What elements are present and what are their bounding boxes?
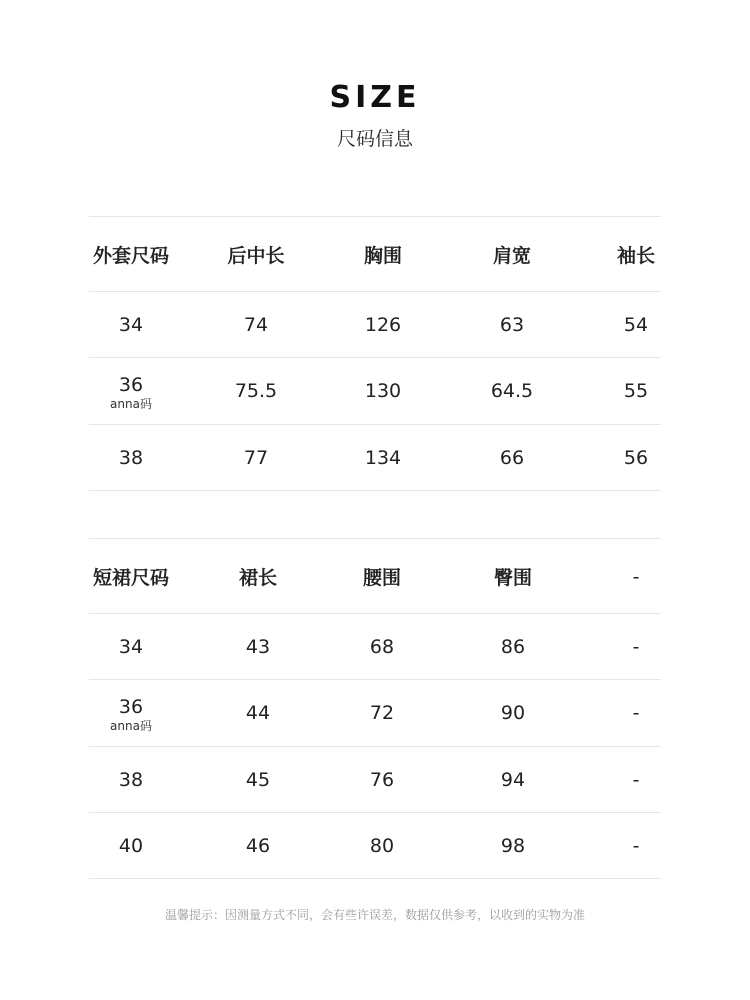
size-cell (91, 425, 171, 491)
table-cell: 46 (245, 835, 271, 857)
table-cell: 90 (500, 702, 526, 724)
table-cell: 66 (499, 447, 525, 469)
skirt-size-table (89, 538, 661, 880)
table-cell: - (632, 835, 640, 857)
divider (89, 490, 661, 491)
header-cell: 臀围 (493, 567, 532, 589)
table-cell: 94 (500, 769, 526, 791)
table-cell: 74 (243, 314, 269, 336)
size-label: 34 (118, 314, 144, 336)
table-cell: 75.5 (234, 380, 278, 402)
table-cell: 54 (623, 314, 649, 336)
table-row (89, 813, 661, 879)
footer-note: 温馨提示：因测量方式不同，会有些许误差，数据仅供参考，以收到的实物为准 (164, 908, 585, 922)
table-cell: 86 (500, 636, 526, 658)
size-cell (91, 813, 171, 879)
table-cell: - (632, 636, 640, 658)
table-cell: 134 (364, 447, 402, 469)
table-header-row (89, 217, 661, 292)
size-cell (91, 358, 171, 424)
table-cell: 43 (245, 636, 271, 658)
table-row (89, 680, 661, 746)
header-cell: 短裙尺码 (92, 567, 169, 589)
table-cell: 44 (245, 702, 271, 724)
size-note: anna码 (110, 719, 152, 733)
size-cell (91, 614, 171, 680)
header-cell: - (632, 565, 640, 588)
table-row (89, 358, 661, 424)
size-cell (91, 292, 171, 358)
table-cell: 80 (369, 835, 395, 857)
table-cell: 76 (369, 769, 395, 791)
header-cell: 后中长 (227, 245, 285, 267)
table-cell: 55 (623, 380, 649, 402)
divider (89, 878, 661, 879)
table-cell: 126 (364, 314, 402, 336)
size-label: 36 (118, 374, 144, 396)
header-cell: 胸围 (363, 245, 402, 267)
header-cell: 裙长 (238, 567, 277, 589)
size-label: 36 (118, 696, 144, 718)
page-title: SIZE (329, 80, 421, 115)
size-label: 40 (118, 835, 144, 857)
header-cell: 肩宽 (492, 245, 531, 267)
table-cell: 63 (499, 314, 525, 336)
size-label: 38 (118, 447, 144, 469)
table-row (89, 614, 661, 680)
table-cell: 64.5 (490, 380, 534, 402)
table-cell: 98 (500, 835, 526, 857)
coat-size-table (89, 216, 661, 491)
header-cell: 外套尺码 (92, 245, 169, 267)
table-cell: - (632, 769, 640, 791)
table-cell: 45 (245, 769, 271, 791)
size-cell (91, 680, 171, 746)
table-cell: 56 (623, 447, 649, 469)
header-cell: 腰围 (362, 567, 401, 589)
table-cell: - (632, 702, 640, 724)
table-row (89, 292, 661, 358)
table-cell: 77 (243, 447, 269, 469)
header-cell: 袖长 (616, 245, 655, 267)
table-header-row (89, 539, 661, 614)
table-cell: 72 (369, 702, 395, 724)
table-cell: 68 (369, 636, 395, 658)
table-cell: 130 (364, 380, 402, 402)
size-label: 38 (118, 769, 144, 791)
table-row (89, 747, 661, 813)
page-subtitle: 尺码信息 (336, 128, 413, 150)
table-row (89, 425, 661, 491)
size-note: anna码 (110, 397, 152, 411)
size-cell (91, 747, 171, 813)
size-label: 34 (118, 636, 144, 658)
